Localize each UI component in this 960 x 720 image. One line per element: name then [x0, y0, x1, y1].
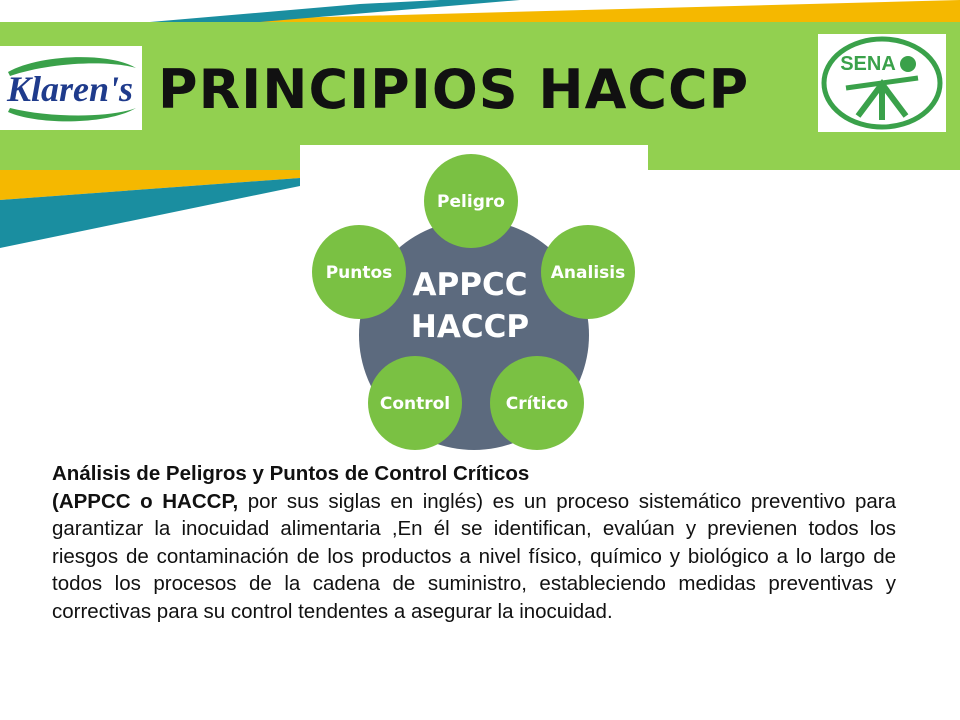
diagram-center-line-2: HACCP	[410, 309, 530, 345]
diagram-node-control	[368, 356, 462, 450]
body-paragraph-bold: (APPCC o HACCP,	[52, 489, 239, 513]
diagram-node-label: Analisis	[550, 263, 626, 283]
diagram-node-analisis	[541, 225, 635, 319]
diagram-node-label: Crítico	[505, 394, 569, 414]
diagram-node-label: Peligro	[437, 192, 505, 212]
klarens-logo	[0, 46, 142, 130]
klarens-logo-text: Klaren's	[6, 69, 134, 109]
body-paragraph	[52, 488, 896, 626]
sena-logo-text: SENA	[840, 53, 896, 75]
diagram-node-critico	[490, 356, 584, 450]
diagram-center-line-1: APPCC	[412, 267, 528, 303]
diagram-node-puntos	[312, 225, 406, 319]
haccp-diagram	[300, 145, 648, 460]
diagram-node-label: Control	[379, 394, 451, 414]
body-subtitle: Análisis de Peligros y Puntos de Control Críticos	[52, 462, 530, 485]
body-paragraph-text: por sus siglas en inglés) es un proceso sistemático preventivo para garantizar la inocuidad alimentaria ,En él se identifican, evalúan y previenen todos los riesgos de contaminación de los productos a nivel físico, químico y biológico a lo largo de todos los procesos de la cadena de suministro, estableciendo medidas preventivas y correctivas para su control tendentes a asegurar la inocuidad.	[52, 489, 897, 623]
sena-logo	[818, 34, 946, 132]
page-title: PRINCIPIOS HACCP	[158, 58, 750, 121]
body-text	[52, 460, 896, 625]
diagram-node-peligro	[424, 154, 518, 248]
diagram-node-label: Puntos	[325, 263, 393, 283]
